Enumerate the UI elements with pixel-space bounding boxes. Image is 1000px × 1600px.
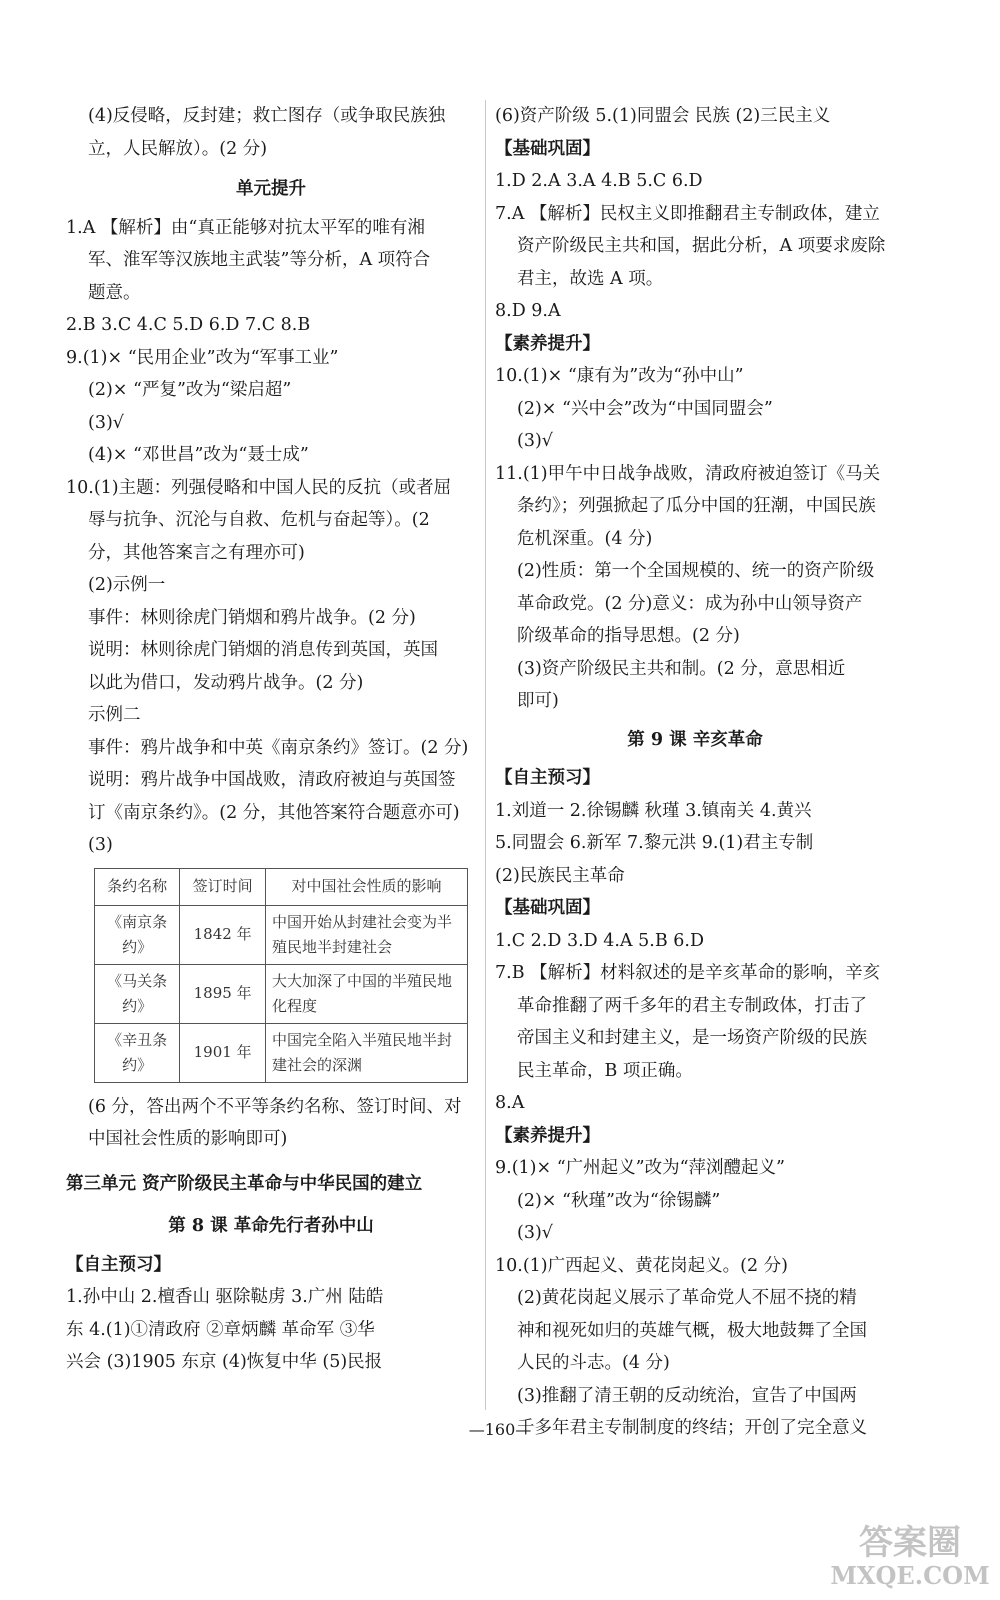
answer-line: 中国社会性质的影响即可) — [88, 1129, 288, 1149]
answer-line: 神和视死如归的英雄气概，极大地鼓舞了全国 — [517, 1320, 867, 1341]
answer-line: 东 4.(1)①清政府 ②章炳麟 革命军 ③华 — [66, 1319, 375, 1340]
answer-line: 人民的斗志。(4 分) — [517, 1353, 670, 1373]
section-label: 【素养提升】 — [495, 333, 600, 354]
table-header: 签订时间 — [180, 868, 266, 905]
answer-line: 事件：林则徐虎门销烟和鸦片战争。(2 分) — [88, 607, 416, 628]
answer-line: 1.A 【解析】由“真正能够对抗太平军的唯有湘 — [66, 217, 425, 238]
answer-line: 条约》；列强掀起了瓜分中国的狂潮，中国民族 — [517, 496, 876, 516]
page-number: —160— — [468, 1420, 532, 1439]
answer-line: 10.(1)× “康有为”改为“孙中山” — [495, 366, 744, 386]
answer-line: 说明：林则徐虎门销烟的消息传到英国，英国 — [88, 640, 438, 660]
answer-line: 1.C 2.D 3.D 4.A 5.B 6.D — [495, 930, 704, 951]
answer-line: 以此为借口，发动鸦片战争。(2 分) — [88, 672, 364, 693]
table-row — [95, 964, 468, 1023]
table-cell: 中国完全陷入半殖民地半封建社会的深渊 — [265, 1023, 467, 1082]
answer-line: 民主革命，B 项正确。 — [517, 1060, 693, 1081]
table-row — [95, 1023, 468, 1082]
table-row — [95, 905, 468, 964]
watermark-logo — [830, 1510, 990, 1592]
answer-line: (2)示例一 — [88, 575, 166, 595]
answer-line: 军、淮军等汉族地主武装”等分析，A 项符合 — [88, 250, 431, 270]
table-cell: 1842 年 — [180, 905, 266, 964]
answer-line: (2)性质：第一个全国规模的、统一的资产阶级 — [517, 561, 875, 581]
answer-line: 2.B 3.C 4.C 5.D 6.D 7.C 8.B — [66, 315, 311, 335]
section-label: 【自主预习】 — [495, 768, 600, 788]
answer-line: 7.B 【解析】材料叙述的是辛亥革命的影响，辛亥 — [495, 963, 881, 983]
answer-line: 8.A — [495, 1093, 525, 1113]
answer-line: 订《南京条约》。(2 分，其他答案符合题意亦可) — [88, 802, 460, 823]
answer-line: 10.(1)广西起义、黄花岗起义。(2 分) — [495, 1255, 788, 1276]
table-cell: 《马关条约》 — [95, 964, 180, 1023]
column-divider — [485, 100, 486, 1410]
answer-line: (2)黄花岗起义展示了革命党人不屈不挠的精 — [517, 1288, 857, 1308]
answer-line: (3)资产阶级民主共和制。(2 分，意思相近 — [517, 658, 846, 679]
answer-line: 事件：鸦片战争和中英《南京条约》签订。(2 分) — [88, 737, 469, 758]
lesson-title: 第 9 课 辛亥革命 — [627, 729, 763, 750]
answer-line: 1.孙中山 2.檀香山 驱除鞑虏 3.广州 陆皓 — [66, 1287, 384, 1307]
answer-line: (3)推翻了清王朝的反动统治，宣告了中国两 — [517, 1385, 857, 1406]
treaty-table — [94, 868, 468, 1083]
answer-line: 8.D 9.A — [495, 301, 561, 321]
answer-line: (4)× “邓世昌”改为“聂士成” — [88, 445, 309, 465]
table-header: 对中国社会性质的影响 — [265, 868, 467, 905]
answer-line: 示例二 — [88, 705, 141, 725]
unit-title: 第三单元 资产阶级民主革命与中华民国的建立 — [66, 1173, 423, 1194]
left-column — [66, 100, 476, 1379]
answer-line: 1.刘道一 2.徐锡麟 秋瑾 3.镇南关 4.黄兴 — [495, 800, 812, 821]
answer-line: (3)√ — [517, 1223, 553, 1243]
answer-line: 5.同盟会 6.新军 7.黎元洪 9.(1)君主专制 — [495, 833, 814, 853]
answer-line: (3) — [88, 835, 113, 855]
answer-line: 阶级革命的指导思想。(2 分) — [517, 626, 740, 646]
answer-line: (2)× “兴中会”改为“中国同盟会” — [517, 398, 773, 419]
answer-line: 7.A 【解析】民权主义即推翻君主专制政体，建立 — [495, 203, 880, 224]
answer-line: 9.(1)× “广州起义”改为“萍浏醴起义” — [495, 1158, 785, 1178]
answer-line: 立，人民解放）。(2 分) — [88, 138, 268, 159]
section-label: 【素养提升】 — [495, 1125, 600, 1146]
table-cell: 《辛丑条约》 — [95, 1023, 180, 1082]
answer-line: 1.D 2.A 3.A 4.B 5.C 6.D — [495, 171, 703, 191]
answer-line: 帝国主义和封建主义，是一场资产阶级的民族 — [517, 1028, 867, 1048]
table-cell: 1895 年 — [180, 964, 266, 1023]
answer-line: 即可) — [517, 691, 559, 711]
answer-line: (6)资产阶级 5.(1)同盟会 民族 (2)三民主义 — [495, 106, 831, 126]
answer-line: 危机深重。(4 分) — [517, 528, 653, 549]
answer-line: (2)民族民主革命 — [495, 865, 625, 886]
lesson-title: 第 8 课 革命先行者孙中山 — [168, 1216, 374, 1236]
answer-line: 革命推翻了两千多年的君主专制政体，打击了 — [517, 995, 867, 1016]
answer-line: 革命政党。(2 分)意义：成为孙中山领导资产 — [517, 593, 863, 614]
section-label: 【基础巩固】 — [495, 138, 600, 159]
answer-line: 兴会 (3)1905 东京 (4)恢复中华 (5)民报 — [66, 1352, 383, 1372]
answer-line: 君主，故选 A 项。 — [517, 268, 664, 289]
section-label: 【自主预习】 — [66, 1254, 171, 1275]
table-cell: 《南京条约》 — [95, 905, 180, 964]
section-title: 单元提升 — [236, 179, 306, 199]
answer-line: 说明：鸦片战争中国战败，清政府被迫与英国签 — [88, 770, 456, 790]
table-cell: 大大加深了中国的半殖民地化程度 — [265, 964, 467, 1023]
watermark-text: 答案圈 — [859, 1523, 961, 1563]
answer-line: 辱与抗争、沉沦与自救、危机与奋起等）。(2 — [88, 510, 430, 530]
answer-line: (3)√ — [88, 412, 124, 433]
table-header-row — [95, 868, 468, 905]
answer-line: 11.(1)甲午中日战争战败，清政府被迫签订《马关 — [495, 463, 881, 484]
right-column — [495, 100, 895, 1445]
answer-line: 分，其他答案言之有理亦可) — [88, 542, 305, 563]
answer-line: (3)√ — [517, 431, 553, 451]
section-label: 【基础巩固】 — [495, 898, 600, 918]
answer-line: (2)× “秋瑾”改为“徐锡麟” — [517, 1190, 721, 1211]
answer-line: 千多年君主专制制度的终结；开创了完全意义 — [517, 1418, 867, 1438]
table-header: 条约名称 — [95, 868, 180, 905]
answer-line: (2)× “严复”改为“梁启超” — [88, 380, 292, 400]
answer-line: (6 分，答出两个不平等条约名称、签订时间、对 — [88, 1096, 462, 1117]
table-cell: 中国开始从封建社会变为半殖民地半封建社会 — [265, 905, 467, 964]
answer-line: 题意。 — [88, 282, 141, 303]
table-cell: 1901 年 — [180, 1023, 266, 1082]
answer-line: 10.(1)主题：列强侵略和中国人民的反抗（或者屈 — [66, 477, 452, 498]
watermark-url: MXQE.COM — [830, 1561, 990, 1590]
answer-line: 9.(1)× “民用企业”改为“军事工业” — [66, 347, 339, 368]
answer-line: 资产阶级民主共和国，据此分析，A 项要求废除 — [517, 236, 886, 256]
answer-line: (4)反侵略，反封建；救亡图存（或争取民族独 — [88, 106, 446, 126]
